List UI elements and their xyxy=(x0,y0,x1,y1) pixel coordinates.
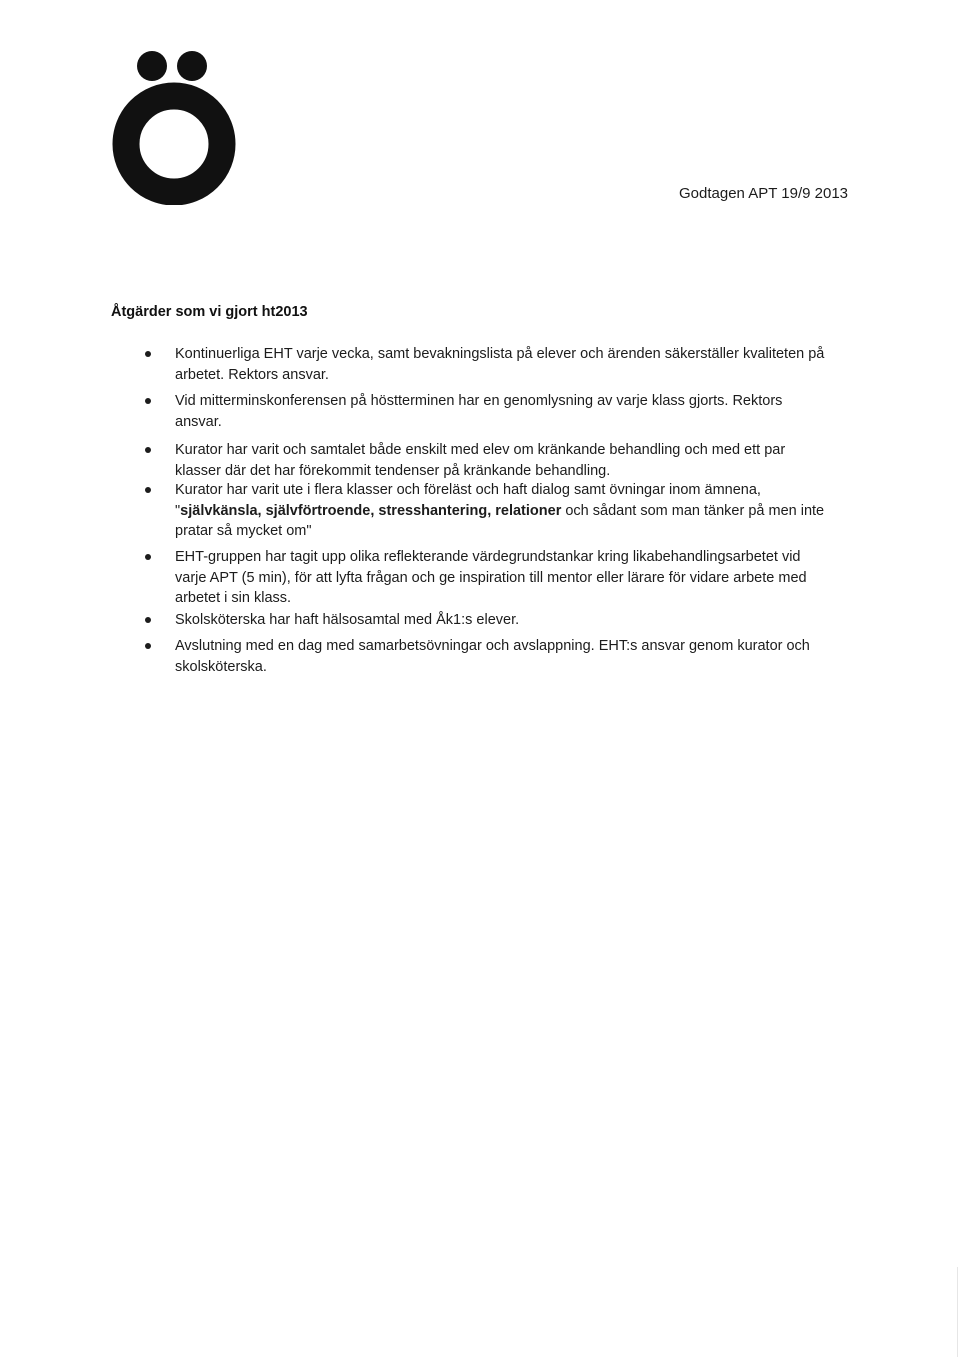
bullet-icon xyxy=(145,617,151,623)
list-item xyxy=(145,391,825,432)
list-item-emphasis: självkänsla, självförtroende, stresshantering, relationer xyxy=(180,502,562,519)
logo-dot-right xyxy=(177,51,207,81)
bullet-icon xyxy=(145,447,151,453)
list-item-text: Vid mitterminskonferensen på höstterminen har en genomlysning av varje klass gjorts. Rektors ansvar. xyxy=(175,393,783,430)
bullet-icon xyxy=(145,487,151,493)
bullet-icon xyxy=(145,351,151,357)
school-logo xyxy=(112,50,242,205)
logo-ring xyxy=(126,96,222,192)
list-item xyxy=(145,480,825,542)
bullet-icon xyxy=(145,643,151,649)
list-item xyxy=(145,547,825,609)
bullet-icon xyxy=(145,398,151,404)
scan-edge-line xyxy=(957,1267,958,1357)
list-item xyxy=(145,610,825,631)
list-item-text xyxy=(175,480,825,542)
list-item xyxy=(145,636,825,677)
list-item-text: Skolsköterska har haft hälsosamtal med Åk1:s elever. xyxy=(175,612,520,628)
section-heading: Åtgärder som vi gjort ht2013 xyxy=(111,304,308,320)
list-item-text: Kurator har varit och samtalet både enskilt med elev om kränkande behandling och med ett par klasser där det har förekommit tendenser på kränkande behandling. xyxy=(175,442,786,479)
list-item-text: EHT-gruppen har tagit upp olika reflekterande värdegrundstankar kring likabehandlingsarbetet vid varje APT (5 min), för att lyfta frågan och ge inspiration till mentor eller lärare för vidare arbete med arbetet i sin klass. xyxy=(175,549,807,606)
list-item-text: Avslutning med en dag med samarbetsövningar och avslappning. EHT:s ansvar genom kurator och skolsköterska. xyxy=(175,638,810,675)
logo-dot-left xyxy=(137,51,167,81)
approval-note: Godtagen APT 19/9 2013 xyxy=(679,185,849,202)
list-item-text: Kontinuerliga EHT varje vecka, samt bevakningslista på elever och ärenden säkerställer kvaliteten på arbetet. Rektors ansvar. xyxy=(175,346,825,383)
list-item-text-start: Kurator har varit ute i flera klasser och föreläst och haft dialog samt övningar inom ämnena, " xyxy=(175,482,761,519)
list-item xyxy=(145,344,825,385)
list-item xyxy=(145,440,825,481)
bullet-icon xyxy=(145,554,151,560)
list-item-text-end: och sådant som man tänker på men inte pratar så mycket om" xyxy=(175,502,825,539)
